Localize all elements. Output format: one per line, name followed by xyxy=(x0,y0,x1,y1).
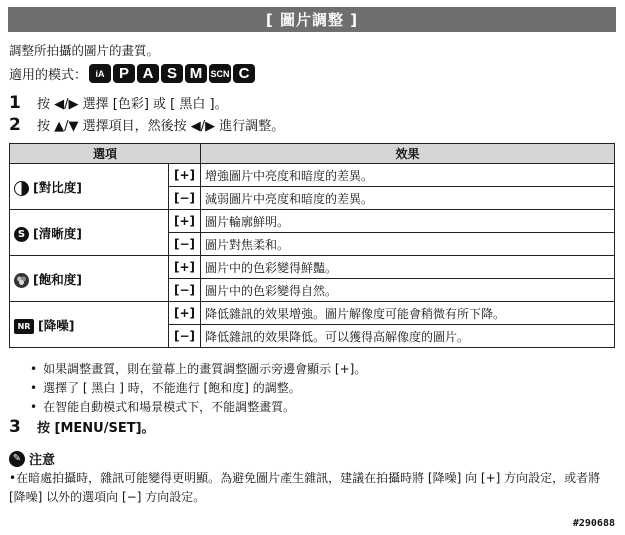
bullet-list xyxy=(30,360,366,417)
document-code: #290688 xyxy=(572,518,615,529)
contrast-icon xyxy=(14,181,29,196)
sign-minus: [−] xyxy=(169,279,201,302)
effect-text: 圖片中的色彩變得鮮豔。 xyxy=(201,256,615,279)
header-effect: 效果 xyxy=(201,144,615,164)
custom-mode-icon: C xyxy=(233,64,255,83)
table-header xyxy=(10,144,615,164)
sign-plus: [+] xyxy=(169,164,201,187)
table-row xyxy=(10,164,615,187)
table-row xyxy=(10,302,615,325)
option-contrast: [對比度] xyxy=(10,164,169,210)
manual-mode-icon: M xyxy=(185,64,207,83)
intro-text: 調整所拍攝的圖片的畫質。 xyxy=(9,43,160,58)
step-1: 1 按 ◀/▶ 選擇 [色彩] 或 [ 黑白 ]。 xyxy=(9,93,228,113)
list-item: • 在智能自動模式和場景模式下，不能調整畫質。 xyxy=(30,398,366,417)
sign-minus: [−] xyxy=(169,233,201,256)
section-title: [ 圖片調整 ] xyxy=(8,7,616,32)
effect-text: 降低雜訊的效果增強。圖片解像度可能會稍微有所下降。 xyxy=(201,302,615,325)
table-row xyxy=(10,210,615,233)
effect-text: 圖片輪廓鮮明。 xyxy=(201,210,615,233)
effect-text: 減弱圖片中亮度和暗度的差異。 xyxy=(201,187,615,210)
effect-text: 圖片中的色彩變得自然。 xyxy=(201,279,615,302)
effect-text: 增強圖片中亮度和暗度的差異。 xyxy=(201,164,615,187)
sign-plus: [+] xyxy=(169,210,201,233)
effect-text: 降低雜訊的效果降低。可以獲得高解像度的圖片。 xyxy=(201,325,615,348)
sign-plus: [+] xyxy=(169,302,201,325)
sign-plus: [+] xyxy=(169,256,201,279)
shutter-mode-icon: S xyxy=(161,64,183,83)
sharpness-icon: S xyxy=(14,227,29,242)
aperture-mode-icon: A xyxy=(137,64,159,83)
pencil-icon: ✎ xyxy=(9,451,25,467)
list-item: • 選擇了 [ 黑白 ] 時，不能進行 [飽和度] 的調整。 xyxy=(30,379,366,398)
modes-label: 適用的模式： xyxy=(9,68,88,83)
option-sharpness: S [清晰度] xyxy=(10,210,169,256)
step-3: 3 按 [MENU/SET]。 xyxy=(9,417,155,437)
noise-reduction-icon: NR xyxy=(14,319,34,334)
settings-table xyxy=(9,143,615,348)
program-mode-icon: P xyxy=(113,64,135,83)
saturation-icon xyxy=(14,273,29,288)
note-heading: ✎ 注意 xyxy=(9,449,55,468)
step-2: 2 按 ▲/▼ 選擇項目，然後按 ◀/▶ 進行調整。 xyxy=(9,115,285,135)
intelligent-auto-mode-icon: iA xyxy=(89,64,111,83)
note-text: •在暗處拍攝時，雜訊可能變得更明顯。為避免圖片產生雜訊，建議在拍攝時將 [降噪] 向 [+] 方向設定，或者將 [降噪] 以外的選項向 [−] 方向設定。 xyxy=(9,471,601,504)
option-noise-reduction: NR [降噪] xyxy=(10,302,169,348)
scene-mode-icon: SCN xyxy=(209,64,231,83)
table-row xyxy=(10,256,615,279)
sign-minus: [−] xyxy=(169,325,201,348)
effect-text: 圖片對焦柔和。 xyxy=(201,233,615,256)
header-option: 選項 xyxy=(10,144,201,164)
list-item: • 如果調整畫質，則在螢幕上的畫質調整圖示旁邊會顯示 [+]。 xyxy=(30,360,366,379)
option-saturation: [飽和度] xyxy=(10,256,169,302)
sign-minus: [−] xyxy=(169,187,201,210)
applicable-modes xyxy=(9,64,257,83)
